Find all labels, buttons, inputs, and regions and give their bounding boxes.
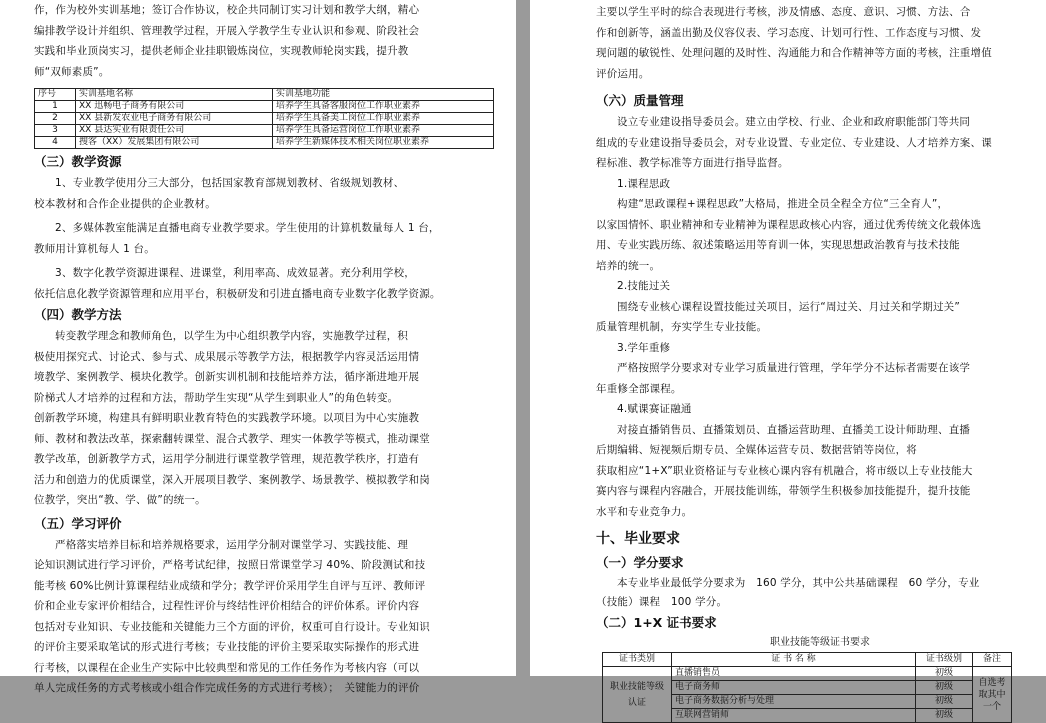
- text-line: 的评价主要采取笔试的形式进行考核；专业技能的评价主要采取实际操作的形式进: [34, 641, 420, 653]
- section-heading-quality-management: （六）质量管理: [596, 93, 684, 108]
- subheading-certificate-requirements: （二）1+X 证书要求: [596, 615, 717, 630]
- text-line: 用、专业实践历练、叙述策略运用等育训一体，实现思想政治教育与技术技能: [596, 239, 960, 251]
- certificate-level-cell: 初级: [916, 695, 973, 709]
- text-line: 能考核 60%比例计算课程结业成绩和学分；教学评价采用学生自评与互评、教师评: [34, 579, 426, 592]
- table-cell: XX 县新发农业电子商务有限公司: [76, 113, 273, 125]
- text-line: 转变教学理念和教师角色，以学生为中心组织教学内容，实施教学过程，积: [55, 330, 409, 342]
- left-page: [0, 0, 516, 694]
- text-line: 评价运用。: [596, 67, 650, 80]
- table-header-cell: 序号: [35, 89, 76, 101]
- table-row: [35, 137, 494, 149]
- table-row: [35, 125, 494, 137]
- table-cell: 培养学生具备美工岗位工作职业素养: [273, 113, 494, 125]
- text-line: 行考核，以课程在企业生产实际中比较典型和常见的工作任务作为考核内容（可以: [34, 661, 420, 674]
- text-line: 对接直播销售员、直播策划员、直播运营助理、直播美工设计师助理、直播: [617, 423, 971, 436]
- text-line: 培养的统一。: [596, 259, 661, 272]
- table-header-cell: 证书类别: [603, 653, 672, 667]
- text-line: 设立专业建设指导委员会。建立由学校、行业、企业和政府职能部门等共同: [617, 116, 971, 128]
- table-header-cell: 备注: [973, 653, 1012, 667]
- left-page-content: [34, 0, 496, 699]
- text-line: 2、多媒体教室能满足直播电商专业教学要求。学生使用的计算机数量每人 1 台，: [55, 222, 440, 234]
- quality-item-label: 3.学年重修: [617, 341, 671, 354]
- table-cell: 培养学生具备客服岗位工作职业素养: [273, 101, 494, 113]
- right-page-content: [596, 0, 1044, 723]
- quality-item: [596, 174, 1044, 277]
- table-cell: 培养学生具备运营岗位工作职业素养: [273, 125, 494, 137]
- certificate-name-cell: 互联网营销师: [672, 709, 916, 723]
- quality-item: [596, 276, 1044, 338]
- quality-items: [596, 174, 1044, 523]
- table-cell: 1: [35, 101, 76, 113]
- text-line: 构建“思政课程+课程思政”大格局，推进全员全程全方位“三全育人”，: [617, 198, 949, 210]
- quality-item: [596, 338, 1044, 400]
- learning-evaluation-paragraph: [34, 535, 496, 699]
- quality-item: [596, 399, 1044, 522]
- table-cell: 2: [35, 113, 76, 125]
- text-line: 校本教材和合作企业提供的企业教材。: [34, 197, 216, 210]
- table-cell: XX 县达实业有限责任公司: [76, 125, 273, 137]
- text-line: 质量管理机制，夯实学生专业技能。: [596, 321, 768, 333]
- resources-paragraph: [34, 263, 496, 304]
- text-line: 依托信息化教学资源管理和应用平台，积极研发和引进直播电商专业数字化教学资源。: [34, 287, 441, 300]
- training-base-table: [34, 88, 494, 149]
- text-line: 阶梯式人才培养的过程和方法，帮助学生实现“从学生到职业人”的角色转变。: [34, 391, 399, 404]
- section-heading-graduation-requirements: 十、毕业要求: [596, 531, 680, 547]
- certificate-name-cell: 电子商务数据分析与处理: [672, 695, 916, 709]
- certificate-level-cell: 初级: [916, 709, 973, 723]
- certificate-note-cell: 自选考取其中一个: [973, 667, 1012, 723]
- credit-requirements-paragraph: [596, 574, 1044, 612]
- table-cell: 搜客（XX）发展集团有限公司: [76, 137, 273, 149]
- text-line: 活力和创造力的优质课堂，深入开展项目教学、案例教学、场景教学、模拟教学和岗: [34, 473, 430, 486]
- table-header-cell: 实训基地名称: [76, 89, 273, 101]
- certificate-name-cell: 直播销售员: [672, 667, 916, 681]
- text-line: （技能）课程 100 学分。: [596, 596, 728, 608]
- table-header-cell: 证书级别: [916, 653, 973, 667]
- certificate-category-cell: 职业技能等级认证: [603, 667, 672, 723]
- table-cell: XX 迅畅电子商务有限公司: [76, 101, 273, 113]
- table-header-cell: 证 书 名 称: [672, 653, 916, 667]
- certificate-name-cell: 电子商务师: [672, 681, 916, 695]
- text-line: 编排教学设计并组织、管理教学过程，开展入学教学生专业认识和参观、阶段社会: [34, 24, 420, 37]
- quality-item-label: 1.课程思政: [617, 177, 671, 190]
- text-line: 现问题的敏锐性、处理问题的及时性、沟通能力和合作精神等方面的考核，注重增值: [596, 47, 992, 59]
- table-header-cell: 实训基地功能: [273, 89, 494, 101]
- text-line: 境教学、案例教学、模块化教学。创新实训机制和技能培养方法，循序渐进地开展: [34, 371, 420, 383]
- table-cell: 4: [35, 137, 76, 149]
- text-line: 组成的专业建设指导委员会，对专业设置、专业定位、专业建设、人才培养方案、课: [596, 136, 992, 149]
- table-cell: 3: [35, 125, 76, 137]
- subheading-credit-requirements: （一）学分要求: [596, 555, 684, 570]
- resources-paragraph: [34, 173, 496, 214]
- text-line: 单人完成任务的方式考核或小组合作完成任务的方式进行考核）； 关键能力的评价: [34, 682, 420, 694]
- section-heading-teaching-methods: （四）教学方法: [34, 307, 122, 322]
- certificate-level-cell: 初级: [916, 667, 973, 681]
- text-line: 以家国情怀、职业精神和专业精神为课程思政核心内容，通过优秀传统文化载体选: [596, 218, 982, 231]
- text-line: 后期编辑、短视频后期专员、全媒体运营专员、数据营销等岗位，将: [596, 444, 917, 456]
- text-line: 1、专业教学使用分三大部分，包括国家教育部规划教材、省级规划教材、: [55, 177, 405, 189]
- table-row: [603, 667, 1012, 681]
- text-line: 作和创新等，涵盖出勤及仪容仪表、学习态度、计划可行性、工作态度与习惯、发: [596, 26, 982, 39]
- text-line: 教学改革，创新教学方式，运用学分制进行课堂教学管理，规范教学秩序，打造有: [34, 453, 420, 465]
- quality-item-label: 4.赋课赛证融通: [617, 403, 692, 415]
- certificate-table-caption: 职业技能等级证书要求: [770, 637, 870, 648]
- text-line: 年重修全部课程。: [596, 382, 682, 395]
- table-header-row: [35, 89, 494, 101]
- text-line: 创新教学环境，构建具有鲜明职业教育特色的实践教学环境。以项目为中心实施教: [34, 412, 420, 424]
- table-row: [35, 101, 494, 113]
- text-line: 师“双师素质”。: [34, 65, 110, 78]
- text-line: 严格按照学分要求对专业学习质量进行管理，学年学分不达标者需要在该学: [617, 362, 971, 374]
- text-line: 价和企业专家评价相结合，过程性评价与终结性评价相结合的评价体系。评价内容: [34, 600, 420, 612]
- certificate-level-cell: 初级: [916, 681, 973, 695]
- text-line: 水平和专业竞争力。: [596, 505, 693, 518]
- certificate-table: [602, 652, 1012, 723]
- text-line: 严格落实培养目标和培养规格要求，运用学分制对课堂学习、实践技能、理: [55, 538, 409, 551]
- table-cell: 培养学生新媒体技术相关岗位职业素养: [273, 137, 494, 149]
- intro-paragraph: [34, 0, 496, 82]
- right-page: [530, 0, 1046, 720]
- text-line: 教师用计算机每人 1 台。: [34, 242, 155, 255]
- text-line: 极使用探究式、讨论式、参与式、成果展示等教学方法，根据教学内容灵活运用情: [34, 350, 420, 363]
- text-line: 本专业毕业最低学分要求为 160 学分，其中公共基础课程 60 学分，专业: [617, 577, 980, 589]
- table-row: [35, 113, 494, 125]
- text-line: 实践和毕业顶岗实习，提供老师企业挂职锻炼岗位，实现教师轮岗实践，提升教: [34, 45, 409, 57]
- quality-management-paragraph: [596, 112, 1044, 174]
- text-line: 主要以学生平时的综合表现进行考核，涉及情感、态度、意识、习惯、方法、合: [596, 6, 971, 18]
- text-line: 赛内容与课程内容融合，开展技能训练，带领学生积极参加技能提升，提升技能: [596, 485, 971, 497]
- table-header-row: [603, 653, 1012, 667]
- text-line: 包括对专业知识、专业技能和关键能力三个方面的评价，权重可自行设计。专业知识: [34, 620, 430, 633]
- text-line: 师、教材和教法改革，探索翻转课堂、混合式教学、理实一体教学等模式，推动课堂: [34, 432, 430, 445]
- quality-item-label: 2.技能过关: [617, 280, 671, 292]
- section-heading-learning-evaluation: （五）学习评价: [34, 515, 122, 531]
- section-heading-teaching-resources: （三）教学资源: [34, 154, 122, 169]
- resources-paragraph: [34, 218, 496, 259]
- text-line: 获取相应“1+X”职业资格证与专业核心课内容有机融合，将市级以上专业技能大: [596, 464, 973, 477]
- text-line: 位教学，突出“教、学、做”的统一。: [34, 494, 206, 506]
- evaluation-continued-paragraph: [596, 2, 1044, 84]
- text-line: 程标准、教学标准等方面进行指导监督。: [596, 157, 789, 169]
- text-line: 论知识测试进行学习评价，严格考试纪律，按照日常课堂学习 40%、阶段测试和技: [34, 559, 426, 571]
- teaching-methods-paragraph: [34, 326, 496, 511]
- text-line: 3、数字化教学资源进课程、进课堂，利用率高、成效显著。充分利用学校，: [55, 267, 415, 279]
- text-line: 围绕专业核心课程设置技能过关项目，运行“周过关、月过关和学期过关”: [617, 300, 960, 313]
- text-line: 作，作为校外实训基地；签订合作协议，校企共同制订实习计划和教学大纲，精心: [34, 4, 420, 16]
